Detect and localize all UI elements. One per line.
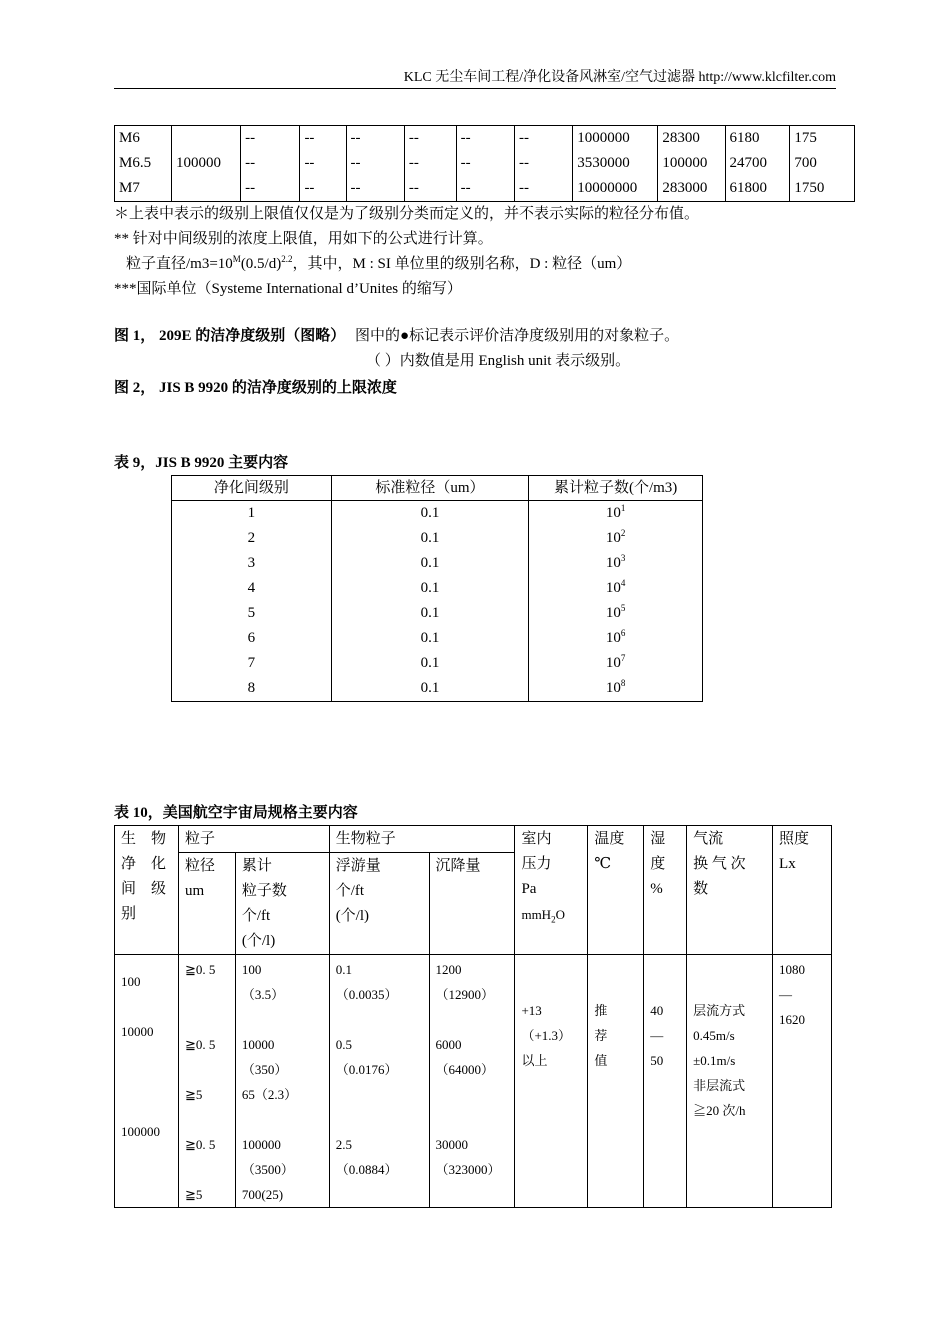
col-size: ≧0. 5 ≧0. 5 ≧5 ≧0. 5 ≧5 [178,955,235,1208]
col-pressure: +13 （+1.3） 以上 [515,955,588,1208]
col-humidity: 40 — 50 [644,955,687,1208]
table-header-row [172,476,703,501]
header-size: 粒径 um [178,853,235,955]
page-header: KLC 无尘车间工程/净化设备风淋室/空气过滤器 http://www.klcfilter.com [114,66,836,89]
class-name-cell: M6 M6.5 M7 [115,126,172,202]
header-particle-count: 累计粒子数(个/m3) [529,476,703,501]
header-humidity: 湿 度 % [644,826,687,955]
col-airflow: 层流方式 0.45m/s ±0.1m/s 非层流式 ≧20 次/h [687,955,773,1208]
note-2: ** 针对中间级别的浓度上限值，用如下的公式进行计算。 [114,231,493,247]
figure-1-line [114,324,679,349]
col-floating: 0.1 （0.0035） 0.5 （0.0176） 2.5 （0.0884） [329,955,429,1208]
note-4: ***国际单位（Systeme International d’Unites 的缩写） [114,281,462,297]
header-illuminance: 照度 Lx [773,826,832,955]
header-airflow: 气流 换 气 次 数 [687,826,773,955]
header-count: 累计 粒子数 个/ft (个/l) [235,853,329,955]
english-class-cell: 100000 [172,126,241,202]
header-floating: 浮游量 个/ft (个/l) [329,853,429,955]
cleanliness-class-table-continued: M6 M6.5 M7 100000 -- -- -- -- -- -- -- -- -- -- -- -- -- -- -- -- -- -- 1000000 3530000 10000000 28300 100000 283000 6180 24700 61800 175 700 1750 [114,125,855,202]
header-pressure: 室内 压力 Pa mmH$_2$O [515,826,588,955]
header-settling: 沉降量 [429,853,515,955]
col-illuminance: 1080 — 1620 [773,955,832,1208]
header-bio-particle: 生物粒子 [329,826,515,853]
header-temperature: 温度 ℃ [588,826,644,955]
table-body-row [115,955,832,1208]
col-count: 100 （3.5） 10000 （350） 65（2.3） 100000 （3500） 700(25) [235,955,329,1208]
header-particle: 粒子 [178,826,329,853]
note-3: 粒子直径$/m3=10^M(0.5/d)^{2.2}$，其中，M : SI 单位里的级别名称，D : 粒径（um） [126,254,632,272]
jis-b-9920-table [171,475,703,702]
figure-1-text: 图中的●标记表示评价洁净度级别用的对象粒子。 [355,328,680,344]
col-settling: 1200 （12900） 6000 （64000） 30000 （323000） [429,955,515,1208]
col-temperature: 推 荐 值 [588,955,644,1208]
figure-1-note: （ ）内数值是用 English unit 表示级别。 [366,353,631,369]
col-class: 100 10000 100000 [115,955,179,1208]
nasa-spec-table [114,825,832,1208]
table-10-caption: 表 10，美国航空宇宙局规格主要内容 [114,805,358,821]
figure-1-title: 图 1， 209E 的洁净度级别（图略） [114,328,346,344]
header-class: 净化间级别 [172,476,332,501]
header-particle-size: 标准粒径（um） [331,476,529,501]
header-bio-class: 生 物 净 化 间 级 别 [115,826,179,955]
table-9-caption: 表 9，JIS B 9920 主要内容 [114,455,289,471]
table-body: 1 2 3 4 5 6 7 8 0.1 0.1 0.1 0.1 0.1 0.1 0.1 0.1 $10^1$ $10^2$ $10^3$ $10^4$ $10^5$ $10^6$ $10^7$ $10^8$ [172,501,703,702]
table-notes [114,202,854,302]
figure-2-title: 图 2， JIS B 9920 的洁净度级别的上限浓度 [114,380,397,396]
note-1: ＊上表中表示的级别上限值仅仅是为了级别分类而定义的，并不表示实际的粒径分布值。 [114,206,700,222]
